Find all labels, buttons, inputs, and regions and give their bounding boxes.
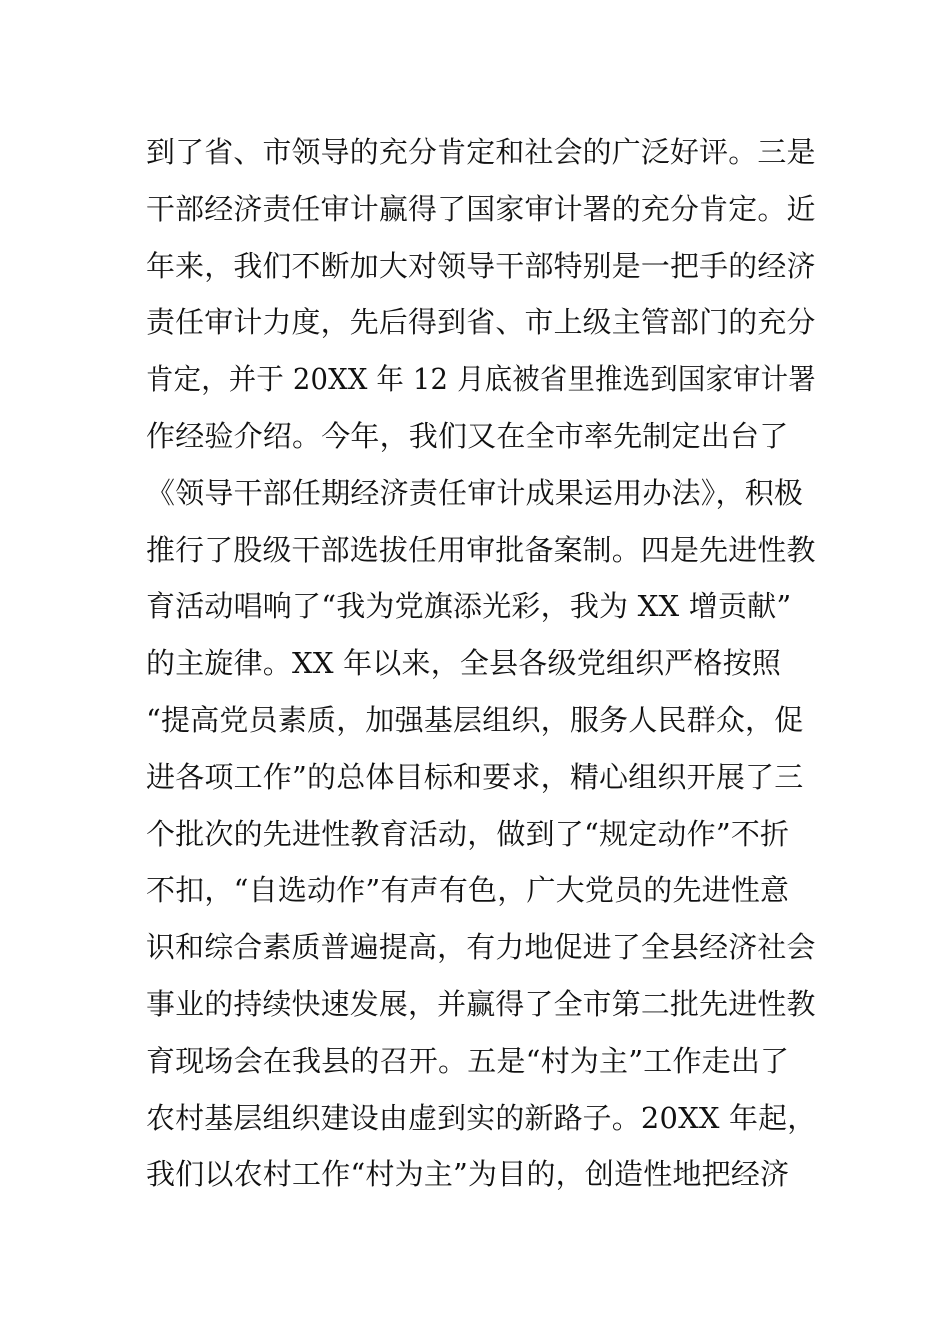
text-line: 事业的持续快速发展，并赢得了全市第二批先进性教 bbox=[146, 986, 816, 1021]
text-line: 不扣，“自选动作”有声有色，广大党员的先进性意 bbox=[146, 873, 790, 908]
text-line: 作经验介绍。今年，我们又在全市率先制定出台了 bbox=[146, 418, 789, 453]
text-line: 我们以农村工作“村为主”为目的，创造性地把经济 bbox=[146, 1157, 790, 1192]
text-line: 进各项工作”的总体目标和要求，精心组织开展了三 bbox=[146, 759, 804, 794]
body-text bbox=[146, 124, 816, 1203]
text-line: 识和综合素质普遍提高，有力地促进了全县经济社会 bbox=[146, 930, 816, 965]
text-line: 个批次的先进性教育活动，做到了“规定动作”不折 bbox=[146, 816, 790, 851]
text-line: 育活动唱响了“我为党旗添光彩，我为 XX 增贡献” bbox=[146, 589, 792, 624]
text-line: 肯定，并于 20XX 年 12 月底被省里推选到国家审计署 bbox=[146, 362, 816, 397]
text-line: 责任审计力度，先后得到省、市上级主管部门的充分 bbox=[146, 305, 816, 340]
text-line: 《领导干部任期经济责任审计成果运用办法》，积极 bbox=[146, 475, 804, 510]
text-line: 农村基层组织建设由虚到实的新路子。20XX 年起， bbox=[146, 1100, 817, 1135]
text-line: 干部经济责任审计赢得了国家审计署的充分肯定。近 bbox=[146, 191, 816, 226]
text-line: 推行了股级干部选拔任用审批备案制。四是先进性教 bbox=[146, 532, 816, 567]
text-line: 的主旋律。XX 年以来，全县各级党组织严格按照 bbox=[146, 646, 782, 681]
text-line: 到了省、市领导的充分肯定和社会的广泛好评。三是 bbox=[146, 135, 816, 169]
text-line: 年来，我们不断加大对领导干部特别是一把手的经济 bbox=[146, 248, 816, 283]
text-line: 育现场会在我县的召开。五是“村为主”工作走出了 bbox=[146, 1043, 790, 1078]
text-line: “提高党员素质，加强基层组织，服务人民群众，促 bbox=[146, 702, 804, 737]
